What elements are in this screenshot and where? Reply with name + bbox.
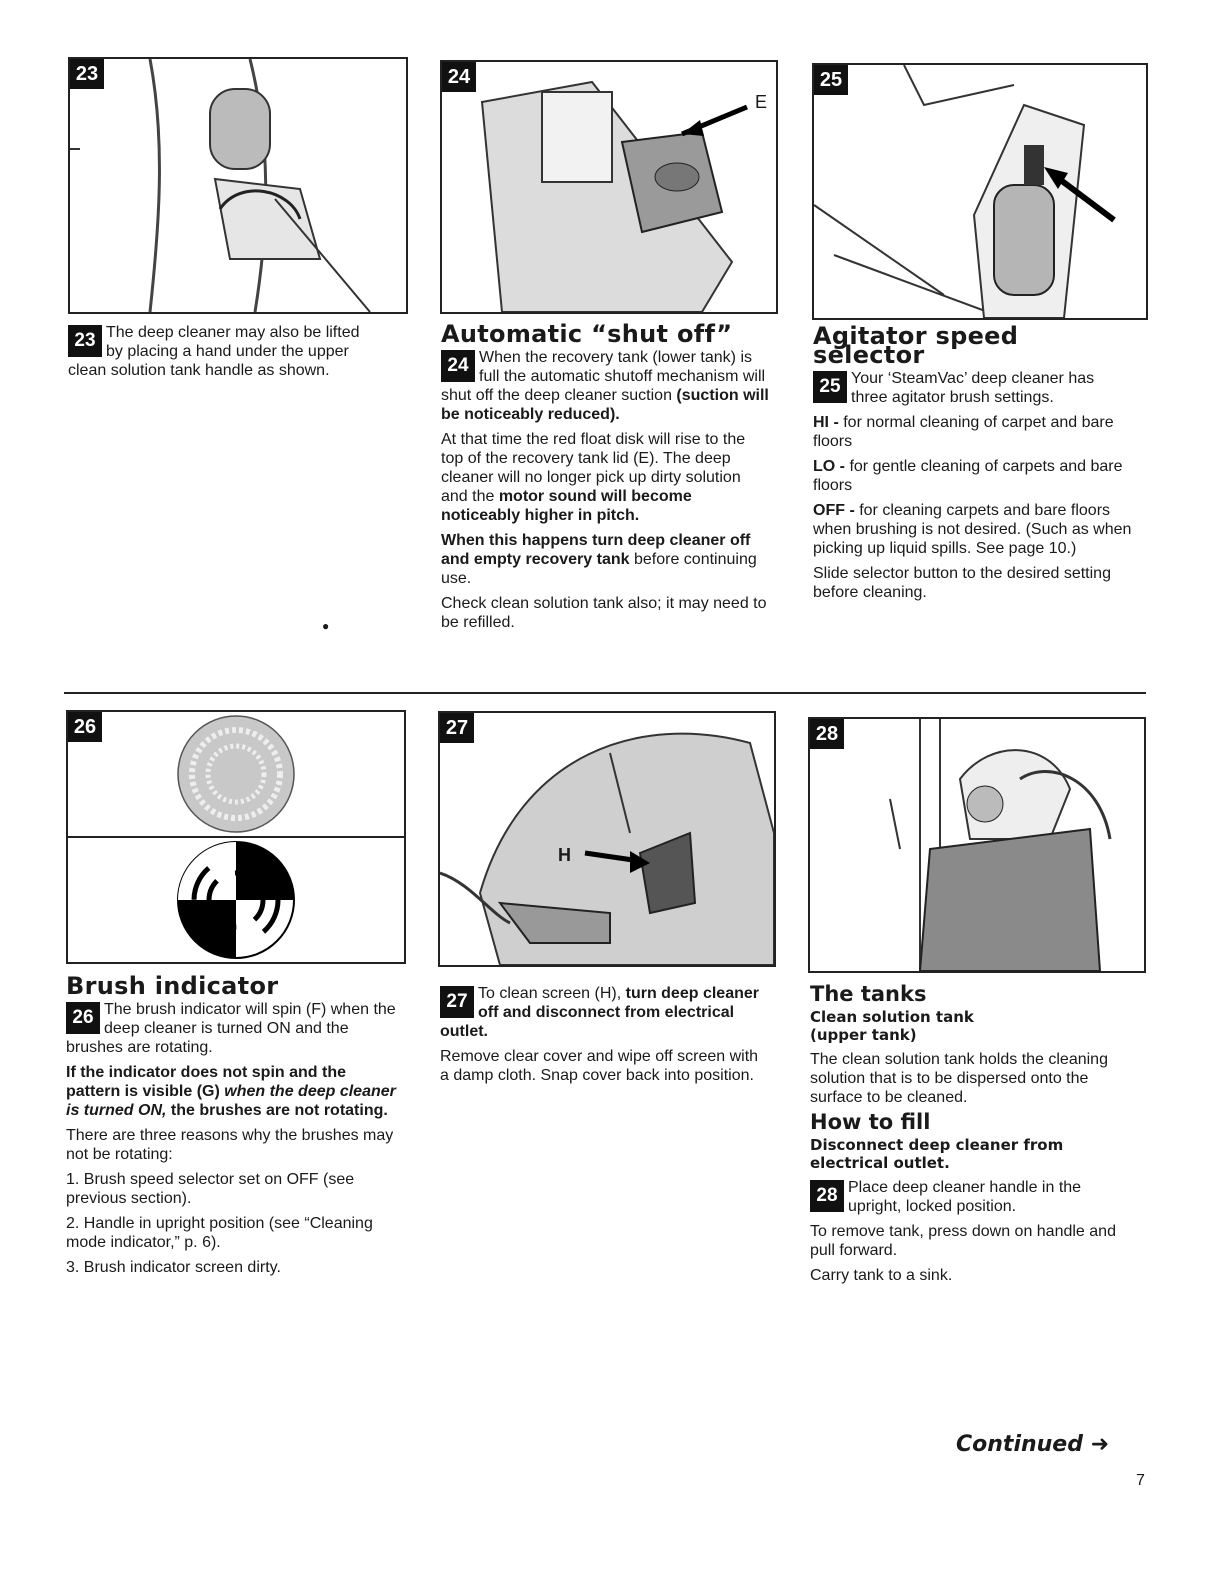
label-lo: LO - (813, 458, 845, 475)
text-23: The deep cleaner may also be lifted by placing a hand under the upper clean solution tank handle as shown. (68, 324, 360, 379)
text-24-p2a: At that time the red float disk will rise to the top of the recovery tank lid (E). The deep cleaner will no longer pick up dirty solution and the (441, 431, 746, 505)
figure-23-illustration (70, 59, 406, 312)
badge-27: 27 (440, 986, 474, 1018)
section-27 (440, 984, 770, 1091)
label-off: OFF - (813, 502, 855, 519)
text-28-p4: Carry tank to a sink. (810, 1267, 953, 1284)
text-27-p2: Remove clear cover and wipe off screen with a damp cloth. Snap cover back into position. (440, 1048, 759, 1084)
badge-24: 24 (441, 350, 475, 382)
figure-25-number: 25 (814, 65, 848, 95)
figure-25 (812, 63, 1148, 320)
figure-27-illustration (440, 713, 774, 965)
figure-23 (68, 57, 408, 314)
text-lo: for gentle cleaning of carpets and bare floors (813, 458, 1123, 494)
section-28 (810, 982, 1135, 1291)
figure-24-illustration (442, 62, 776, 312)
text-25-intro: Your ‘SteamVac’ deep cleaner has three agitator brush settings. (851, 370, 1095, 406)
reason-2: 2. Handle in upright position (see “Cleaning mode indicator,” p. 6). (66, 1215, 373, 1251)
section-24 (441, 320, 771, 638)
figure-27-number: 27 (440, 713, 474, 743)
callout-h: H (558, 845, 571, 865)
text-28-p1: The clean solution tank holds the cleaning solution that is to be dispersed onto the surface to be cleaned. (810, 1051, 1108, 1106)
page-number: 7 (1136, 1472, 1145, 1489)
text-26-p2a: If the indicator does not spin and the pattern is visible (G) (66, 1064, 347, 1100)
figure-24-number: 24 (442, 62, 476, 92)
text-26-p2b: when the deep cleaner is turned ON, (66, 1083, 396, 1119)
badge-26: 26 (66, 1002, 100, 1034)
text-24-p4: Check clean solution tank also; it may need to be refilled. (441, 595, 767, 631)
reason-1: 1. Brush speed selector set on OFF (see previous section). (66, 1171, 355, 1207)
text-25-last: Slide selector button to the desired setting before cleaning. (813, 565, 1111, 601)
heading-how-to-fill: How to fill (810, 1110, 931, 1134)
figure-27 (438, 711, 776, 967)
bullet-mark: ● (322, 619, 330, 633)
continued-label: Continued ➜ (956, 1432, 1110, 1457)
heading-the-tanks: The tanks (810, 982, 927, 1006)
subheading-disconnect: Disconnect deep cleaner from electrical outlet. (810, 1136, 1064, 1172)
section-25 (813, 322, 1135, 608)
figure-28-number: 28 (810, 719, 844, 749)
text-24-p3b: before continuing use. (441, 551, 757, 587)
badge-28: 28 (810, 1180, 844, 1212)
subheading-clean-solution-tank: Clean solution tank (upper tank) (810, 1008, 974, 1044)
reason-3: 3. Brush indicator screen dirty. (66, 1259, 281, 1276)
text-24-p1b: (suction will be noticeably reduced). (441, 387, 769, 423)
text-26-p3: There are three reasons why the brushes may not be rotating: (66, 1127, 394, 1163)
section-23 (68, 323, 378, 380)
text-27-p1a: To clean screen (H), (478, 985, 626, 1002)
text-28-p2: Place deep cleaner handle in the upright, locked position. (848, 1179, 1082, 1215)
figure-24 (440, 60, 778, 314)
text-24-p1a: When the recovery tank (lower tank) is full the automatic shutoff mechanism will shut off the deep cleaner suction (441, 349, 766, 404)
figure-28-illustration (810, 719, 1144, 971)
callout-e: E (755, 92, 768, 112)
text-off: for cleaning carpets and bare floors when brushing is not desired. (Such as when picking up liquid spills. See page 10.) (813, 502, 1132, 557)
text-26-p2c: the brushes are not rotating. (166, 1102, 388, 1119)
text-27-p1b: turn deep cleaner off and disconnect from electrical outlet. (440, 985, 759, 1040)
badge-25: 25 (813, 371, 847, 403)
heading-brush-indicator: Brush indicator (66, 972, 279, 1000)
badge-23: 23 (68, 325, 102, 357)
text-26-p1: The brush indicator will spin (F) when the deep cleaner is turned ON and the brushes are rotating. (66, 1001, 396, 1056)
section-26 (66, 972, 398, 1283)
section-divider (64, 692, 1146, 694)
heading-agitator-speed-selector: Agitator speed selector (813, 322, 1019, 369)
text-28-p3: To remove tank, press down on handle and pull forward. (810, 1223, 1116, 1259)
figure-26-number: 26 (68, 712, 102, 742)
text-24-p3a: When this happens turn deep cleaner off and empty recovery tank (441, 532, 751, 568)
label-hi: HI - (813, 414, 839, 431)
figure-28 (808, 717, 1146, 973)
heading-automatic-shut-off: Automatic “shut off” (441, 320, 733, 348)
text-24-p2b: motor sound will become noticeably higher in pitch. (441, 488, 692, 524)
text-hi: for normal cleaning of carpet and bare floors (813, 414, 1114, 450)
figure-25-illustration (814, 65, 1146, 318)
figure-26-illustration (68, 712, 404, 962)
figure-23-number: 23 (70, 59, 104, 89)
figure-26 (66, 710, 406, 964)
